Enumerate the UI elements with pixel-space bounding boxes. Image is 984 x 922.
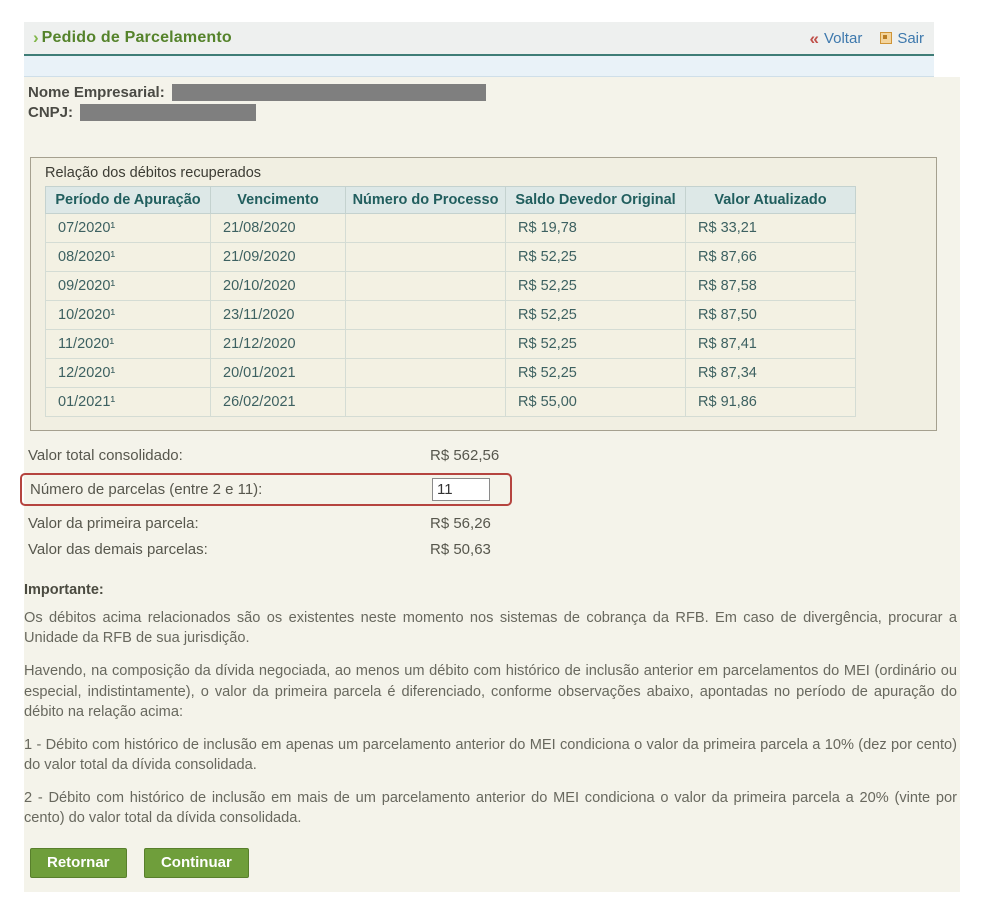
cell-periodo: 07/2020¹ [46,214,211,243]
cell-periodo: 10/2020¹ [46,301,211,330]
table-row [46,359,856,388]
cell-saldo: R$ 52,25 [506,359,686,388]
primeira-parcela-label: Valor da primeira parcela: [28,515,199,533]
cell-periodo: 08/2020¹ [46,243,211,272]
cell-saldo: R$ 52,25 [506,272,686,301]
sair-link-label: Sair [897,29,924,47]
breadcrumb-chevron-icon: › [33,28,39,47]
demais-parcelas-row [28,541,960,558]
company-name-label: Nome Empresarial: [28,84,165,101]
cell-processo [346,388,506,417]
cell-vencimento: 21/12/2020 [211,330,346,359]
table-header-row [46,187,856,214]
col-header-saldo: Saldo Devedor Original [506,187,686,214]
important-paragraph: 2 - Débito com histórico de inclusão em mais de um parcelamento anterior do MEI condiciona o valor da primeira parcela a 20% (vinte por cento) do valor total da dívida consolidada. [24,790,957,827]
col-header-valor: Valor Atualizado [686,187,856,214]
cell-valor: R$ 91,86 [686,388,856,417]
cell-processo [346,272,506,301]
voltar-link-label: Voltar [823,29,863,47]
cell-valor: R$ 87,34 [686,359,856,388]
primeira-parcela-row [28,515,960,532]
table-row [46,272,856,301]
blue-band [24,56,934,77]
cell-valor: R$ 33,21 [686,214,856,243]
important-section [24,582,957,828]
cell-vencimento: 23/11/2020 [211,301,346,330]
cell-processo [346,301,506,330]
cnpj-row [28,104,960,121]
debts-table [45,186,856,417]
important-heading: Importante: [24,582,104,599]
cell-processo [346,214,506,243]
cell-vencimento: 26/02/2021 [211,388,346,417]
cell-periodo: 11/2020¹ [46,330,211,359]
cell-vencimento: 20/01/2021 [211,359,346,388]
cell-vencimento: 21/09/2020 [211,243,346,272]
table-row [46,388,856,417]
total-consolidado-value: R$ 562,56 [430,447,500,465]
table-row [46,301,856,330]
action-buttons [30,848,960,892]
cell-periodo: 01/2021¹ [46,388,211,417]
title-bar [24,22,934,56]
cell-saldo: R$ 55,00 [506,388,686,417]
total-consolidado-row [28,447,960,464]
table-row [46,330,856,359]
retornar-button[interactable]: Retornar [30,848,127,878]
numero-parcelas-label: Número de parcelas (entre 2 e 11): [30,481,263,499]
exit-icon [880,32,892,44]
col-header-vencimento: Vencimento [211,187,346,214]
voltar-link[interactable] [809,30,862,47]
cell-valor: R$ 87,66 [686,243,856,272]
cell-saldo: R$ 19,78 [506,214,686,243]
company-name-row [28,84,960,101]
important-paragraph: Havendo, na composição da dívida negociada, ao menos um débito com histórico de inclusão anterior em parcelamentos do MEI (ordinário ou especial, indistintamente), o valor da primeira parcela é diferenciado, conforme observações abaixo, apontadas no período de apuração do débito na relação acima: [24,663,957,720]
cell-valor: R$ 87,58 [686,272,856,301]
important-paragraph: Os débitos acima relacionados são os existentes neste momento nos sistemas de cobrança da RFB. Em caso de divergência, procurar a Unidade da RFB de sua jurisdição. [24,610,957,647]
cell-processo [346,330,506,359]
main-panel [24,77,960,892]
numero-parcelas-input[interactable] [432,478,490,501]
cell-vencimento: 21/08/2020 [211,214,346,243]
cell-processo [346,359,506,388]
summary-block [28,447,960,558]
sair-link[interactable] [880,30,924,47]
back-arrows-icon: « [809,28,819,48]
col-header-processo: Número do Processo [346,187,506,214]
company-name-redaction [172,84,486,101]
cell-saldo: R$ 52,25 [506,301,686,330]
table-row [46,214,856,243]
total-consolidado-label: Valor total consolidado: [28,447,183,465]
page-title: Pedido de Parcelamento [41,29,232,46]
continuar-button[interactable]: Continuar [144,848,249,878]
parcelas-annotation-box [20,473,512,506]
content-area [24,22,960,892]
demais-parcelas-value: R$ 50,63 [430,541,491,559]
cnpj-label: CNPJ: [28,104,74,121]
company-block [28,84,960,121]
title-bar-links [809,30,924,47]
col-header-periodo: Período de Apuração [46,187,211,214]
demais-parcelas-label: Valor das demais parcelas: [28,541,208,559]
primeira-parcela-value: R$ 56,26 [430,515,491,533]
debts-legend: Relação dos débitos recuperados [45,165,262,181]
important-paragraph: 1 - Débito com histórico de inclusão em apenas um parcelamento anterior do MEI condiciona o valor da primeira parcela a 10% (dez por cento) do valor total da dívida consolidada. [24,736,957,773]
cell-periodo: 12/2020¹ [46,359,211,388]
table-row [46,243,856,272]
cell-saldo: R$ 52,25 [506,243,686,272]
cell-valor: R$ 87,50 [686,301,856,330]
cell-saldo: R$ 52,25 [506,330,686,359]
cell-valor: R$ 87,41 [686,330,856,359]
cnpj-redaction [80,104,256,121]
cell-vencimento: 20/10/2020 [211,272,346,301]
cell-processo [346,243,506,272]
cell-periodo: 09/2020¹ [46,272,211,301]
debts-fieldset [30,157,937,431]
